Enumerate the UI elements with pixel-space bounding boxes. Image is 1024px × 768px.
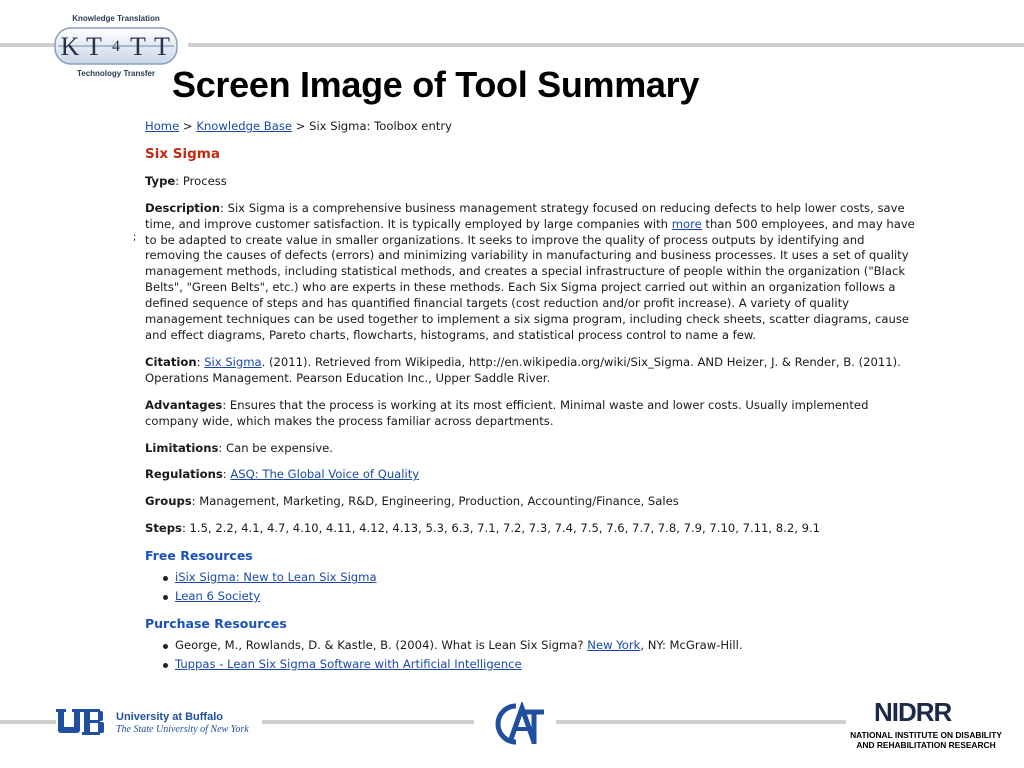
- header-divider-left: [0, 43, 56, 47]
- list-item: [161, 638, 920, 654]
- breadcrumb-knowledge-base-link[interactable]: Knowledge Base: [196, 119, 292, 133]
- lean-6-society-link[interactable]: Lean 6 Society: [175, 588, 261, 603]
- description-more-link[interactable]: more: [671, 216, 702, 231]
- regulations-asq-link[interactable]: ASQ: The Global Voice of Quality: [230, 467, 420, 482]
- footer-divider-left: [0, 720, 56, 724]
- advantages-field: [145, 398, 920, 430]
- citation-six-sigma-link[interactable]: Six Sigma: [204, 354, 262, 369]
- list-item: [161, 657, 920, 673]
- free-resources-heading: Free Resources: [145, 548, 253, 564]
- type-value: : Process: [175, 173, 227, 188]
- entry-title: Six Sigma: [145, 145, 220, 162]
- citation-colon: :: [196, 354, 205, 369]
- slide-title: Screen Image of Tool Summary: [172, 64, 700, 105]
- steps-field: [145, 521, 920, 537]
- book-reference-publisher: , NY: McGraw-Hill.: [640, 637, 743, 652]
- nidrr-mark: NIDRR: [874, 697, 952, 727]
- kt4tt-letter-t3: T: [154, 32, 170, 61]
- advantages-label: Advantages: [145, 397, 223, 412]
- groups-label: Groups: [145, 494, 192, 509]
- kt4tt-letter-t2: T: [130, 32, 146, 61]
- description-field: [145, 201, 920, 344]
- description-label: Description: [145, 200, 220, 215]
- limitations-field: [145, 441, 920, 457]
- description-text-continued: than 500 employees, and may have to be adapted to create value in smaller organizations. It seeks to improve the quality of process outputs by identifying and removing the causes of defects (errors) and minimizing variability in manufacturing and business processes. It uses a set of quality management methods, including statistical methods, and creates a special infrastructure of people within the organization ("Black Belts", "Green Belts", etc.) who are experts in these methods. Each Six Sigma project carried out within an organization follows a defined sequence of steps and has quantified financial targets (cost reduction and/or profit increase). A variety of quality management techniques can be used together to implement a six sigma program, including check sheets, scatter diagrams, cause and effect diagrams, Pareto charts, flowcharts, histograms, and statistical process control to name a few.: [145, 216, 915, 342]
- type-label: Type: [145, 173, 176, 188]
- breadcrumb-home-link[interactable]: Home: [145, 119, 180, 133]
- breadcrumb-separator: >: [292, 119, 310, 133]
- kt4tt-logo: [54, 14, 178, 80]
- description-text: : Six Sigma is a comprehensive business management strategy focused on reducing defects to help lower costs, save time, and improve customer satisfaction. It is typically employed by large companies with: [145, 200, 905, 231]
- footer-divider-right: [556, 720, 846, 724]
- kt4tt-logo-top-text: Knowledge Translation: [72, 14, 160, 23]
- book-reference-text: George, M., Rowlands, D. & Kastle, B. (2004). What is Lean Six Sigma?: [175, 637, 588, 652]
- kt4tt-logo-letters: [54, 26, 178, 66]
- ub-subtitle: The State University of New York: [116, 724, 249, 735]
- stray-mark: ;: [133, 232, 137, 243]
- citation-field: [145, 355, 920, 387]
- free-resources-list: [145, 570, 920, 605]
- steps-value: : 1.5, 2.2, 4.1, 4.7, 4.10, 4.11, 4.12, 4.13, 5.3, 6.3, 7.1, 7.2, 7.3, 7.4, 7.5, 7.6, 7.7, 7.8, 7.9, 7.10, 7.11, 8.2, 9.1: [181, 521, 821, 536]
- footer-divider-middle: [262, 720, 474, 724]
- tool-summary-screenshot: [145, 119, 920, 676]
- nidrr-line-2: AND REHABILITATION RESEARCH: [856, 740, 996, 750]
- citation-label: Citation: [145, 354, 197, 369]
- kt4tt-letter-k: K: [60, 32, 80, 61]
- kt4tt-letter-t1: T: [86, 32, 102, 61]
- regulations-field: [145, 467, 920, 483]
- steps-label: Steps: [145, 521, 182, 536]
- breadcrumb-separator: >: [179, 119, 197, 133]
- new-york-link[interactable]: New York: [587, 637, 641, 652]
- groups-field: [145, 494, 920, 510]
- nidrr-line-1: NATIONAL INSTITUTE ON DISABILITY: [850, 730, 1002, 740]
- regulations-colon: :: [222, 467, 231, 482]
- citation-text: . (2011). Retrieved from Wikipedia, http://en.wikipedia.org/wiki/Six_Sigma. AND Heizer, J. & Render, B. (2011). Operations Management. Pearson Education Inc., Upper Saddle River.: [145, 354, 901, 385]
- header-divider-right: [188, 43, 1024, 47]
- isix-sigma-link[interactable]: iSix Sigma: New to Lean Six Sigma: [175, 570, 377, 585]
- university-at-buffalo-logo: [56, 706, 266, 740]
- groups-value: : Management, Marketing, R&D, Engineering, Production, Accounting/Finance, Sales: [191, 494, 679, 509]
- list-item: [161, 589, 920, 605]
- purchase-resources-heading: Purchase Resources: [145, 615, 287, 631]
- kt4tt-letter-4: 4: [112, 38, 120, 55]
- purchase-resources-list: [145, 638, 920, 673]
- nidrr-logo: [840, 697, 1012, 749]
- ub-name: University at Buffalo: [116, 711, 223, 723]
- cat-logo-icon: [486, 702, 546, 746]
- kt4tt-logo-bottom-text: Technology Transfer: [76, 69, 156, 78]
- ub-monogram-icon: [56, 706, 110, 740]
- limitations-value: : Can be expensive.: [218, 440, 333, 455]
- limitations-label: Limitations: [145, 440, 219, 455]
- breadcrumb-current: Six Sigma: Toolbox entry: [309, 119, 452, 133]
- breadcrumb: [145, 119, 920, 135]
- type-field: [145, 174, 920, 190]
- tuppas-software-link[interactable]: Tuppas - Lean Six Sigma Software with Artificial Intelligence: [175, 656, 522, 671]
- advantages-value: : Ensures that the process is working at its most efficient. Minimal waste and lower costs. Usually implemented company wide, which makes the process familiar across departments.: [145, 397, 869, 428]
- regulations-label: Regulations: [145, 467, 223, 482]
- list-item: [161, 570, 920, 586]
